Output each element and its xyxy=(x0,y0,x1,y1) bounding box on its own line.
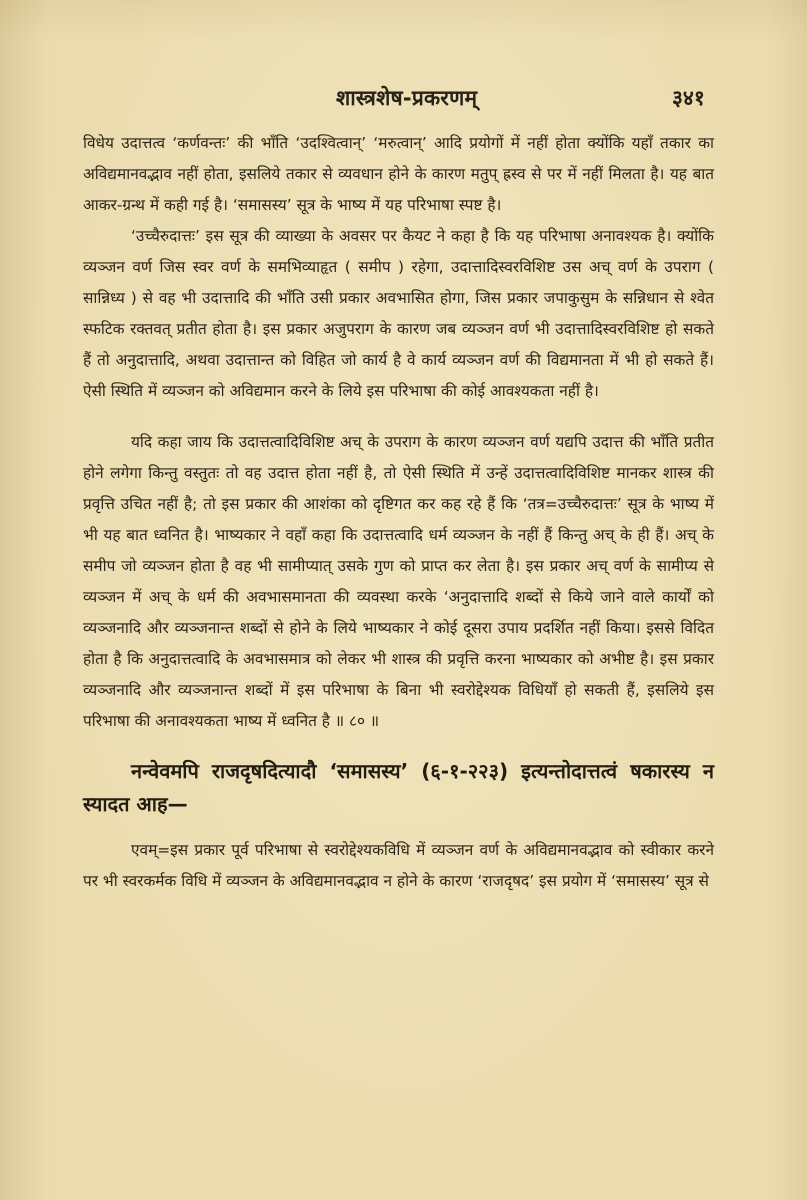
sutra-heading: नन्वेवमपि राजदृषदित्यादौ ‘समासस्य’ (६-१-२२३) इत्यन्तोदात्तत्वं षकारस्य न स्यादत आह— xyxy=(83,759,714,816)
paragraph-4: एवम्=इस प्रकार पूर्व परिभाषा से स्वरोद्देश्यकविधि में व्यञ्जन वर्ण के अविद्यमानवद्भाव को स्वीकार करने पर भी स्वरकर्मक विधि में व्यञ्जन के अविद्यमानवद्भाव न होने के कारण ‘राजदृषद’ इस प्रयोग में ‘समासस्य’ सूत्र से xyxy=(83,841,714,890)
page-header xyxy=(0,84,807,116)
page-number: ३४१ xyxy=(672,86,705,110)
body-text xyxy=(83,128,714,897)
paragraph-3: यदि कहा जाय कि उदात्तत्वादिविशिष्ट अच् के उपराग के कारण व्यञ्जन वर्ण यद्यपि उदात्त की भाँति प्रतीत होने लगेगा किन्तु वस्तुतः तो वह उदात्त होता नहीं है, तो ऐसी स्थिति में उन्हें उदात्तत्वादिविशिष्ट मानकर शास्त्र की प्रवृत्ति उचित नहीं है; तो इस प्रकार की आशंका को दृष्टिगत कर कह रहे हैं कि ‘तत्र=उच्चैरुदात्तः’ सूत्र के भाष्य में भी यह बात ध्वनित है। भाष्यकार ने वहाँ कहा कि उदात्तत्वादि धर्म व्यञ्जन के नहीं हैं किन्तु अच् के ही हैं। अच् के समीप जो व्यञ्जन होता है वह भी सामीप्यात् उसके गुण को प्राप्त कर लेता है। इस प्रकार अच् वर्ण के सामीप्य से व्यञ्जन में अच् के धर्म की अवभासमानता की व्यवस्था करके ‘अनुदात्तादि शब्दों से किये जाने वाले कार्यों को व्यञ्जनादि और व्यञ्जनान्त शब्दों से होने के लिये भाष्यकार ने कोई दूसरा उपाय प्रदर्शित नहीं किया। इससे विदित होता है कि अनुदात्तत्वादि के अवभासमात्र को लेकर भी शास्त्र की प्रवृत्ति करना भाष्यकार को अभीष्ट है। इस प्रकार व्यञ्जनादि और व्यञ्जनान्त शब्दों में इस परिभाषा के बिना भी स्वरोद्देश्यक विधियाँ हो सकती हैं, इसलिये इस परिभाषा की अनावश्यकता भाष्य में ध्वनित है ॥ ८० ॥ xyxy=(83,433,714,730)
running-head: शास्त्रशेष-प्रकरणम् xyxy=(336,86,478,110)
paragraph-1: विधेय उदात्तत्व ‘कर्णवन्तः’ की भाँति ‘उदश्वित्वान्’ ‘मरुत्वान्’ आदि प्रयोगों में नहीं होता क्योंकि यहाँ तकार का अविद्यमानवद्भाव नहीं होता, इसलिये तकार से व्यवधान होने के कारण मतुप् ह्रस्व से पर में नहीं मिलता है। यह बात आकर-ग्रन्थ में कही गई है। ‘समासस्य’ सूत्र के भाष्य में यह परिभाषा स्पष्ट है। xyxy=(83,134,714,214)
paragraph-2: ‘उच्चैरुदात्तः’ इस सूत्र की व्याख्या के अवसर पर कैयट ने कहा है कि यह परिभाषा अनावश्यक है। क्योंकि व्यञ्जन वर्ण जिस स्वर वर्ण के समभिव्याहृत ( समीप ) रहेगा, उदात्तादिस्वरविशिष्ट उस अच् वर्ण के उपराग ( सान्निध्य ) से वह भी उदात्तादि की भाँति उसी प्रकार अवभासित होगा, जिस प्रकार जपाकुसुम के सन्निधान से श्वेत स्फटिक रक्तवत् प्रतीत होता है। इस प्रकार अजुपराग के कारण जब व्यञ्जन वर्ण भी उदात्तादिस्वरविशिष्ट हो सकते हैं तो अनुदात्तादि, अथवा उदात्तान्त को विहित जो कार्य है वे कार्य व्यञ्जन वर्ण की विद्यमानता में भी हो सकते हैं। ऐसी स्थिति में व्यञ्जन को अविद्यमान करने के लिये इस परिभाषा की कोई आवश्यकता नहीं है। xyxy=(83,227,714,400)
